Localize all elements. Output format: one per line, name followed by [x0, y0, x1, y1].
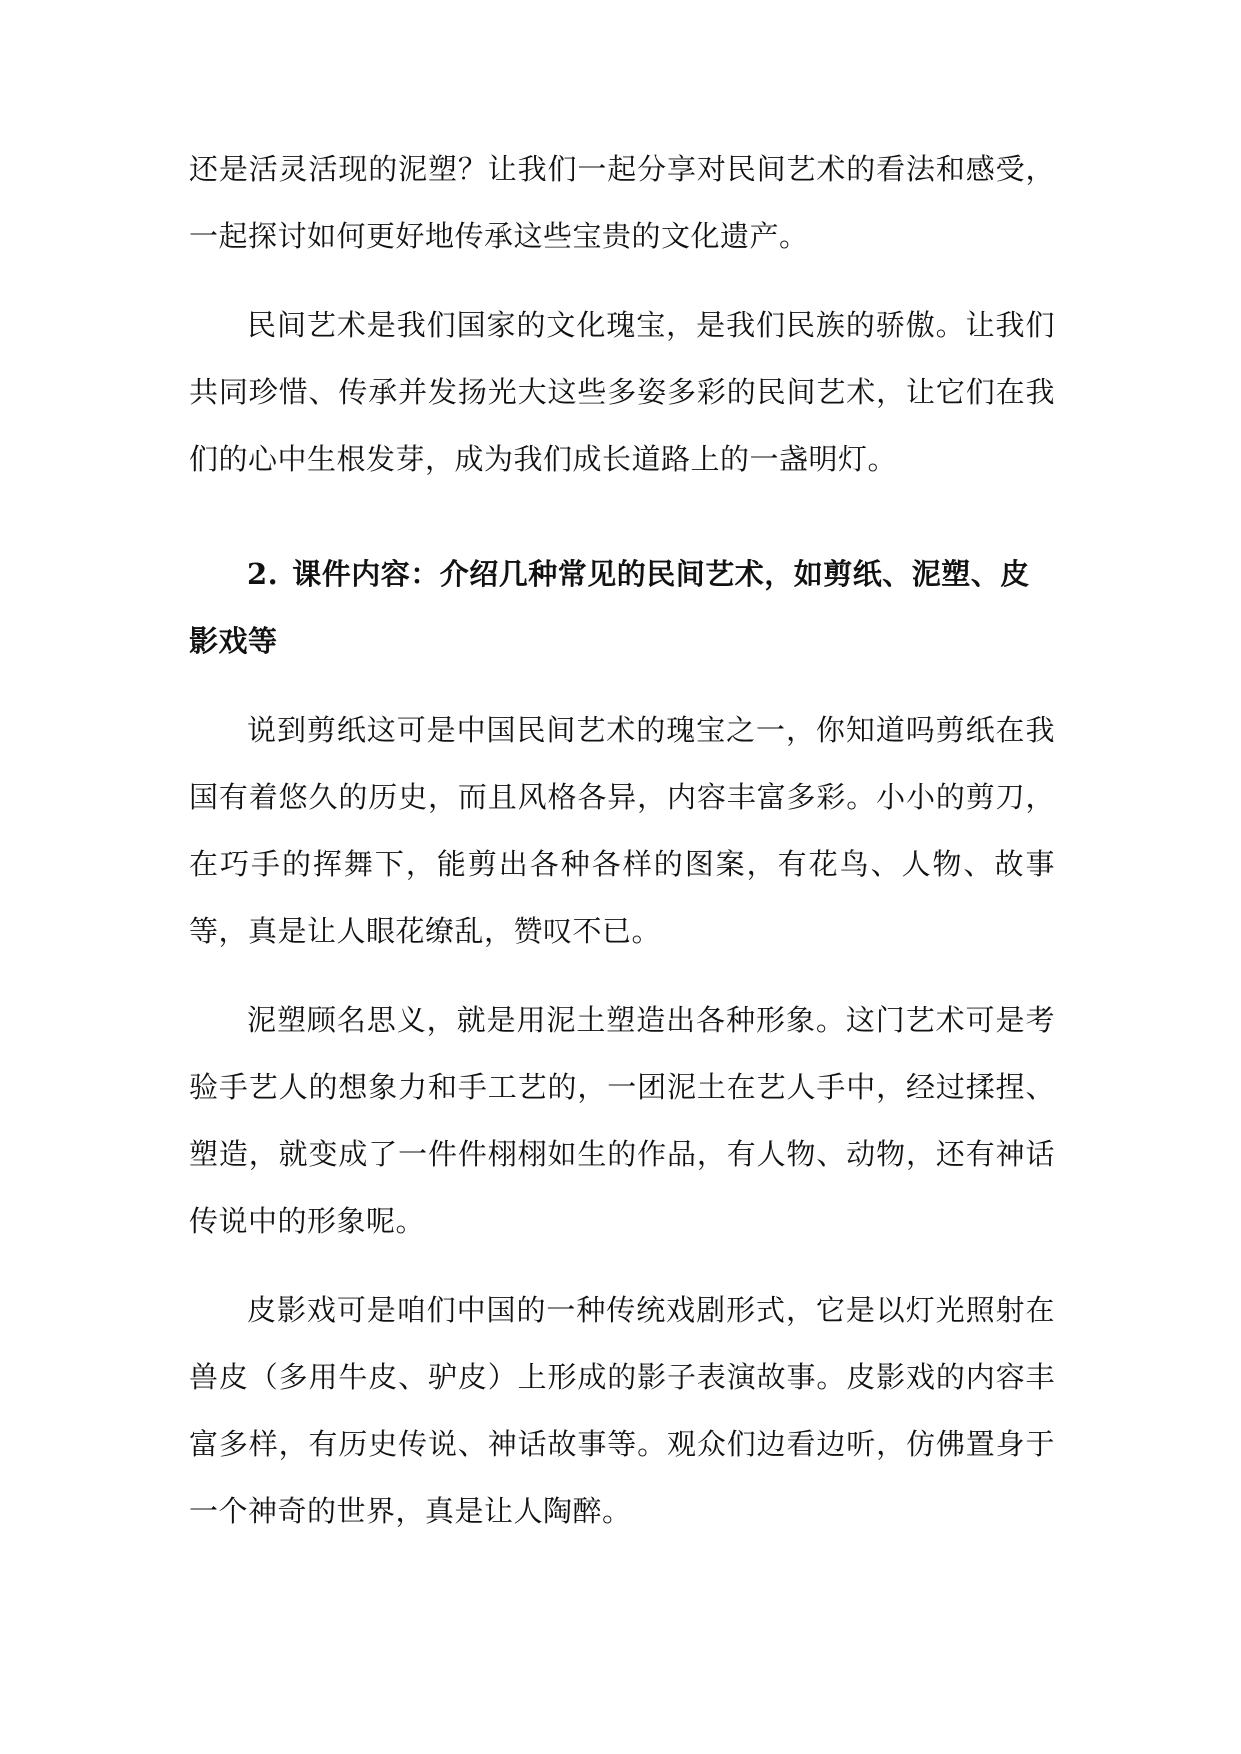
paragraph-paper-cutting: 说到剪纸这可是中国民间艺术的瑰宝之一，你知道吗剪纸在我国有着悠久的历史，而且风格各异，内容丰富多彩。小小的剪刀，在巧手的挥舞下，能剪出各种各样的图案，有花鸟、人物、故事等，真是让人眼花缭乱，赞叹不已。 — [189, 713, 1055, 948]
section-heading — [189, 541, 1055, 675]
section-title: 课件内容：介绍几种常见的民间艺术，如剪纸、泥塑、皮影戏等 — [189, 557, 1030, 658]
paragraph-shadow-play: 皮影戏可是咱们中国的一种传统戏剧形式，它是以灯光照射在兽皮（多用牛皮、驴皮）上形成的影子表演故事。皮影戏的内容丰富多样，有历史传说、神话故事等。观众们边看边听，仿佛置身于一个神奇的世界，真是让人陶醉。 — [189, 1293, 1055, 1528]
section-number: 2. — [247, 557, 279, 591]
paragraph-folk-art-treasure: 民间艺术是我们国家的文化瑰宝，是我们民族的骄傲。让我们共同珍惜、传承并发扬光大这些多姿多彩的民间艺术，让它们在我们的心中生根发芽，成为我们成长道路上的一盏明灯。 — [189, 308, 1055, 476]
document-body — [189, 136, 1055, 1567]
paragraph-clay-sculpture: 泥塑顾名思义，就是用泥土塑造出各种形象。这门艺术可是考验手艺人的想象力和手工艺的，一团泥土在艺人手中，经过揉捏、塑造，就变成了一件件栩栩如生的作品，有人物、动物，还有神话传说中的形象呢。 — [189, 1003, 1055, 1238]
paragraph-intro-continuation: 还是活灵活现的泥塑？让我们一起分享对民间艺术的看法和感受，一起探讨如何更好地传承这些宝贵的文化遗产。 — [189, 152, 1055, 253]
